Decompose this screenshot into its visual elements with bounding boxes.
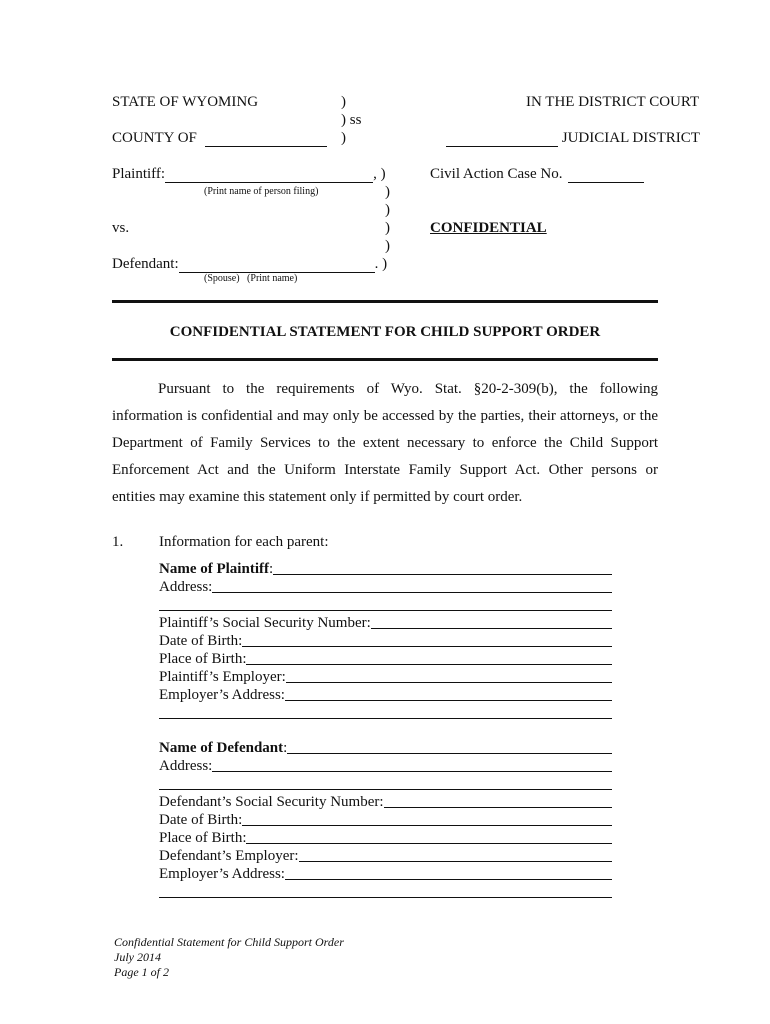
defendant-period: . )	[374, 256, 388, 272]
footer-page: Page 1 of 2	[114, 965, 169, 979]
plaintiff-name-field[interactable]	[165, 168, 373, 183]
caption-paren: )	[385, 220, 390, 236]
defendant-employer-input[interactable]	[299, 861, 612, 862]
plaintiff-employer-label: Plaintiff’s Employer:	[159, 669, 286, 685]
defendant-address-line2[interactable]	[159, 789, 612, 790]
colon: :	[283, 740, 288, 756]
intro-line: Enforcement Act and the Uniform Interstate Family Support Act. Other persons or	[112, 462, 658, 478]
footer-form-name: Confidential Statement for Child Support Order	[114, 935, 344, 949]
plaintiff-address-input[interactable]	[212, 592, 612, 593]
plaintiff-dob-input[interactable]	[242, 646, 612, 647]
caption-paren: )	[385, 238, 390, 254]
defendant-address-row	[159, 757, 612, 774]
section-heading: Information for each parent:	[159, 534, 329, 550]
plaintiff-address-row	[159, 578, 612, 595]
defendant-dob-row	[159, 811, 612, 828]
plaintiff-dob-label: Date of Birth:	[159, 633, 243, 649]
intro-line: Pursuant to the requirements of Wyo. Stat. §20-2-309(b), the following	[158, 381, 658, 397]
defendant-employer-address-line2[interactable]	[159, 897, 612, 898]
plaintiff-employer-input[interactable]	[286, 682, 612, 683]
document-title: CONFIDENTIAL STATEMENT FOR CHILD SUPPORT ORDER	[169, 324, 601, 340]
defendant-employer-address-input[interactable]	[285, 879, 612, 880]
defendant-ssn-label: Defendant’s Social Security Number:	[159, 794, 384, 810]
plaintiff-employer-address-label: Employer’s Address:	[159, 687, 285, 703]
plaintiff-label: Plaintiff:	[112, 166, 166, 182]
intro-line: entities may examine this statement only if permitted by court order.	[112, 489, 523, 505]
defendant-ssn-row	[159, 793, 612, 810]
defendant-employer-address-row	[159, 865, 612, 882]
confidential-label: CONFIDENTIAL	[430, 220, 547, 236]
defendant-employer-address-label: Employer’s Address:	[159, 866, 285, 882]
plaintiff-name-row	[159, 560, 612, 577]
judicial-district-label: JUDICIAL DISTRICT	[561, 130, 700, 146]
plaintiff-employer-address-input[interactable]	[285, 700, 612, 701]
footer-date: July 2014	[114, 950, 161, 964]
bottom-rule	[112, 358, 658, 361]
plaintiff-pob-row	[159, 650, 612, 667]
plaintiff-comma: , )	[373, 166, 386, 182]
defendant-ssn-input[interactable]	[384, 807, 612, 808]
court-label: IN THE DISTRICT COURT	[526, 94, 700, 110]
section-number: 1.	[112, 534, 124, 550]
defendant-pob-input[interactable]	[246, 843, 612, 844]
defendant-pob-label: Place of Birth:	[159, 830, 247, 846]
caption-paren: )	[341, 94, 346, 110]
plaintiff-ssn-row	[159, 614, 612, 631]
case-no-label: Civil Action Case No.	[430, 166, 563, 182]
defendant-name-label: Name of Defendant	[159, 740, 284, 756]
footer	[114, 935, 344, 980]
plaintiff-name-label: Name of Plaintiff	[159, 561, 269, 577]
intro-line: information is confidential and may only be accessed by the parties, their attorneys, or the	[112, 408, 658, 424]
state-label: STATE OF WYOMING	[112, 94, 259, 110]
colon: :	[268, 561, 274, 577]
plaintiff-note: (Print name of person filing)	[204, 186, 319, 197]
defendant-employer-row	[159, 847, 612, 864]
defendant-pob-row	[159, 829, 612, 846]
caption-ss: ) ss	[341, 112, 362, 128]
plaintiff-employer-address-line2[interactable]	[159, 718, 612, 719]
plaintiff-pob-input[interactable]	[246, 664, 612, 665]
defendant-address-input[interactable]	[212, 771, 612, 772]
defendant-employer-label: Defendant’s Employer:	[159, 848, 299, 864]
plaintiff-pob-label: Place of Birth:	[159, 651, 247, 667]
plaintiff-dob-row	[159, 632, 612, 649]
plaintiff-name-input[interactable]	[273, 574, 612, 575]
county-label: COUNTY OF	[112, 130, 197, 146]
defendant-dob-input[interactable]	[242, 825, 612, 826]
intro-line: Department of Family Services to the extent necessary to enforce the Child Support	[112, 435, 658, 451]
defendant-note: (Spouse) (Print name)	[204, 273, 298, 284]
defendant-dob-label: Date of Birth:	[159, 812, 243, 828]
judicial-district-field[interactable]	[446, 132, 558, 147]
defendant-name-input[interactable]	[287, 753, 612, 754]
county-field[interactable]	[205, 132, 327, 147]
intro-paragraph	[112, 376, 658, 511]
top-rule	[112, 300, 658, 303]
plaintiff-ssn-input[interactable]	[371, 628, 612, 629]
caption-paren: )	[385, 184, 390, 200]
plaintiff-employer-address-row	[159, 686, 612, 703]
vs-label: vs.	[112, 220, 130, 236]
plaintiff-ssn-label: Plaintiff’s Social Security Number:	[159, 615, 371, 631]
case-no-field[interactable]	[568, 168, 644, 183]
plaintiff-address-line2[interactable]	[159, 610, 612, 611]
defendant-name-field[interactable]	[179, 258, 375, 273]
caption-paren: )	[341, 130, 346, 146]
plaintiff-address-label: Address:	[159, 579, 213, 595]
defendant-name-row	[159, 739, 612, 756]
caption-paren: )	[385, 202, 390, 218]
plaintiff-employer-row	[159, 668, 612, 685]
defendant-label: Defendant:	[112, 256, 179, 272]
defendant-address-label: Address:	[159, 758, 213, 774]
